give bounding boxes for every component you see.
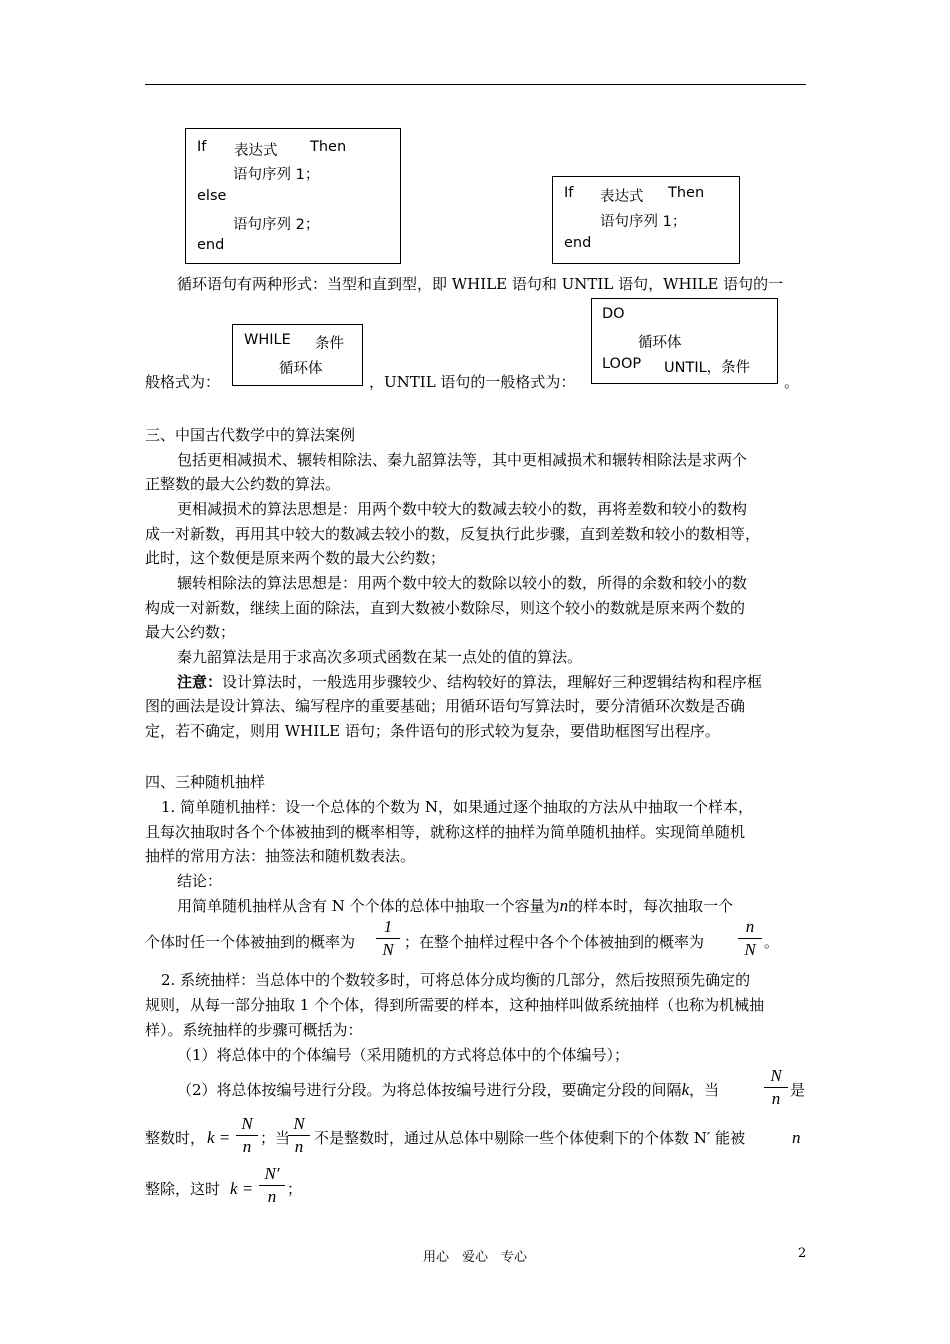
code-else-keyword: else: [197, 188, 227, 204]
fraction-bar: [376, 938, 400, 939]
while-code-box: [232, 324, 363, 386]
fraction-bar: [236, 1135, 258, 1136]
conclusion-line-1: [177, 894, 733, 918]
fraction-denominator: n: [294, 1137, 304, 1156]
fraction-denominator: n: [771, 1089, 781, 1108]
paragraph-line: 辗转相除法的算法思想是：用两个数中较大的数除以较小的数，所得的余数和较小的数: [177, 574, 748, 592]
note-line: [177, 670, 762, 694]
text: （2）将总体按编号进行分段。为将总体按编号进行分段，要确定分段的间隔: [177, 1081, 682, 1099]
section-3-heading: 三、中国古代数学中的算法案例: [145, 426, 356, 444]
fraction-numerator: 1: [383, 917, 393, 936]
if-else-code-box: [185, 128, 401, 264]
text: 用简单随机抽样从含有 N 个个体的总体中抽取一个容量为: [177, 897, 560, 915]
paragraph-line: 正整数的最大公约数的算法。: [145, 475, 341, 493]
text: 的样本时，每次抽取一个: [568, 897, 734, 915]
fraction-bar: [288, 1135, 310, 1136]
code-loop-body: 循环体: [279, 361, 323, 377]
fraction-numerator: n: [745, 917, 755, 936]
fraction-denominator: N: [382, 940, 394, 959]
fraction-numerator: N: [770, 1066, 782, 1085]
conclusion-line-2c: 。: [764, 933, 780, 951]
loop-format-label-until: ，UNTIL 语句的一般格式为：: [369, 373, 576, 391]
k-equals: k =: [207, 1128, 231, 1147]
code-statements-1: 语句序列 1；: [233, 167, 320, 183]
conclusion-line-2b: ；在整个抽样过程中各个个体被抽到的概率为: [404, 933, 705, 951]
code-end-keyword: end: [197, 237, 225, 253]
code-if-keyword: If: [564, 185, 574, 201]
note-label: 注意：: [177, 673, 223, 691]
footer-motto: 用心 爱心 专心: [422, 1250, 527, 1265]
fraction-bar: [259, 1185, 285, 1186]
paragraph-line: 定，若不确定，则用 WHILE 语句；条件语句的形式较为复杂，要借助框图写出程序。: [145, 722, 720, 740]
paragraph-line: 图的画法是设计算法、编写程序的重要基础；用循环语句写算法时，要分清循环次数是否确: [145, 697, 746, 715]
paragraph-line: 包括更相减损术、辗转相除法、秦九韶算法等，其中更相减损术和辗转相除法是求两个: [177, 451, 748, 469]
paragraph-line: 此时，这个数便是原来两个数的最大公约数；: [145, 549, 446, 567]
paragraph-line: 更相减损术的算法思想是：用两个数中较大的数减去较小的数，再将差数和较小的数构: [177, 500, 748, 518]
fraction-N-over-n: [236, 1114, 258, 1157]
code-statements-2: 语句序列 2；: [233, 217, 320, 233]
conclusion-label: 结论：: [177, 872, 223, 890]
page-number: 2: [798, 1246, 807, 1261]
variable-k: k: [681, 1080, 690, 1099]
fraction-numerator: N: [293, 1114, 305, 1133]
text: 不是整数时，通过从总体中剔除一些个体使剩下的个体数 N′ 能被: [314, 1129, 746, 1147]
text: ，当: [689, 1081, 720, 1099]
code-expression: 表达式: [234, 143, 278, 159]
code-then-keyword: Then: [310, 139, 347, 155]
fraction-numerator: N′: [264, 1164, 280, 1183]
code-condition: 条件: [315, 336, 344, 352]
k-equals: k =: [230, 1179, 254, 1198]
code-expression: 表达式: [600, 189, 644, 205]
paragraph-line: 构成一对新数，继续上面的除法，直到大数被小数除尽，则这个较小的数就是原来两个数的: [145, 599, 746, 617]
code-if-keyword: If: [197, 139, 207, 155]
conclusion-line-2a: 个体时任一个体被抽到的概率为: [145, 933, 356, 951]
variable-n: n: [792, 1128, 801, 1147]
step-1: （1）将总体中的个体编号（采用随机的方式将总体中的个体编号）；: [177, 1046, 630, 1064]
paragraph-line: 1. 简单随机抽样：设一个总体的个数为 N，如果通过逐个抽取的方法从中抽取一个样本，: [161, 798, 753, 816]
fraction-n-over-N: [738, 917, 762, 960]
text: 整数时，: [145, 1129, 206, 1147]
fraction-Nprime-over-n: [259, 1164, 285, 1207]
step-2-end: 是: [790, 1081, 806, 1099]
code-until-condition: UNTIL，条件: [664, 360, 751, 376]
section-4-heading: 四、三种随机抽样: [145, 773, 266, 791]
fraction-denominator: n: [242, 1137, 252, 1156]
paragraph-line: 最大公约数；: [145, 623, 236, 641]
paragraph-line: 2. 系统抽样：当总体中的个数较多时，可将总体分成均衡的几部分，然后按照预先确定的: [161, 971, 751, 989]
fraction-denominator: n: [267, 1187, 277, 1206]
until-code-box: [591, 298, 778, 384]
fraction-numerator: N: [241, 1114, 253, 1133]
loop-intro-line-1: 循环语句有两种形式：当型和直到型，即 WHILE 语句和 UNTIL 语句，WHILE 语句的一: [177, 275, 784, 293]
code-loop-keyword: LOOP: [602, 356, 642, 372]
header-rule: [145, 84, 806, 85]
code-then-keyword: Then: [668, 185, 705, 201]
fraction-1-over-N: [376, 917, 400, 960]
paragraph-line: 样）。系统抽样的步骤可概括为：: [145, 1021, 363, 1039]
code-loop-body: 循环体: [638, 335, 682, 351]
fraction-N-over-n: [764, 1066, 788, 1109]
paragraph-line: 秦九韶算法是用于求高次多项式函数在某一点处的值的算法。: [177, 648, 583, 666]
fraction-bar: [738, 938, 762, 939]
paragraph-line: 成一对新数，再用其中较大的数减去较小的数，反复执行此步骤，直到差数和较小的数相等，: [145, 525, 761, 543]
paragraph-line: 抽样的常用方法：抽签法和随机数表法。: [145, 847, 416, 865]
fraction-denominator: N: [744, 940, 756, 959]
variable-n: n: [559, 896, 569, 915]
text: 整除，这时: [145, 1180, 221, 1198]
fraction-N-over-n: [288, 1114, 310, 1157]
text: ；: [287, 1180, 303, 1198]
if-code-box: [552, 176, 740, 264]
loop-format-label-while: 般格式为：: [145, 373, 221, 391]
code-statements-1: 语句序列 1；: [600, 214, 687, 230]
text: ；当: [260, 1129, 291, 1147]
paragraph-line: 且每次抽取时各个个体被抽到的概率相等，就称这样的抽样为简单随机抽样。实现简单随机: [145, 823, 746, 841]
paragraph-line: 规则，从每一部分抽取 1 个个体，得到所需要的样本，这种抽样叫做系统抽样（也称为机械抽: [145, 996, 765, 1014]
code-do-keyword: DO: [602, 306, 625, 322]
code-end-keyword: end: [564, 235, 592, 251]
fraction-bar: [764, 1087, 788, 1088]
code-while-keyword: WHILE: [244, 332, 291, 348]
step-2-line: [177, 1078, 719, 1102]
note-text: 设计算法时，一般选用步骤较少、结构较好的算法，理解好三种逻辑结构和程序框: [222, 673, 763, 691]
loop-format-end: 。: [784, 373, 800, 391]
